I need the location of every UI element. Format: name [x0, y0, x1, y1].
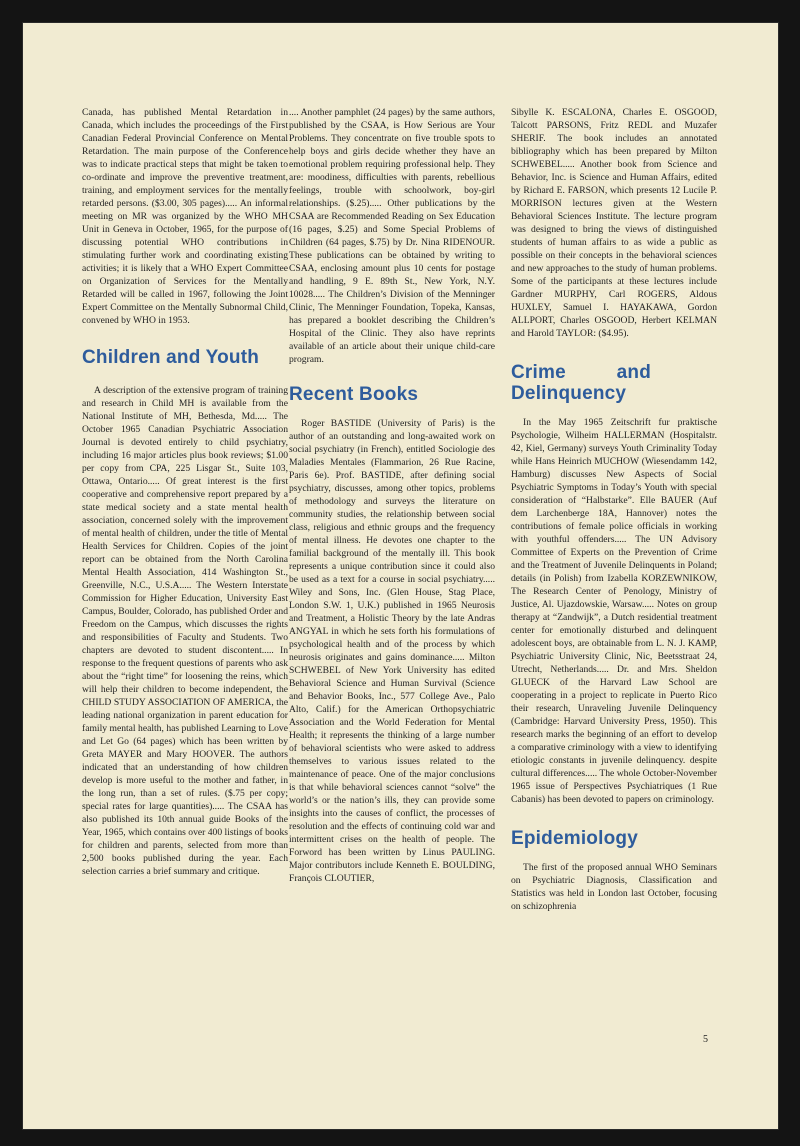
magazine-page	[22, 22, 779, 1130]
page-number: 5	[703, 1034, 708, 1045]
paragraph: Roger BASTIDE (University of Paris) is the author of an outstanding and long-awaited work on social psychiatry (in French), entitled Sociologie des Maladies Mentales (Flammarion, 26 Rue Racine, Paris 6e). Prof. BASTIDE, after defining social psychiatry, discusses, among other topics, problems of methodology and surveys the literature on community studies, the relationship between social class, religious and ethnic groups and the frequency of mental illness. He devotes one chapter to the familial background of the mentally ill. This book represents a unique contribution since it could also be used as a text for a course in social psychiatry..... Wiley and Sons, Inc. (Glen House, Stag Place, London S.W. 1, U.K.) published in 1965 Neurosis and Treatment, a Holistic Theory by the late Andras ANGYAL in which he sets forth his formulations of psychological health and of the process by which neurosis originates and gains dominance..... Milton SCHWEBEL of New York University has edited Behavioral Science and Human Survival (Science and Behavior Books, Inc., 577 College Ave., Palo Alto, Calif.) for the American Orthopsychiatric Association and the World Federation for Mental Health; it represents the thinking of a large number of behavioral scientists who were asked to address themselves to various issues related to the maintenance of peace. One of the major conclusions is that while behavioral sciences cannot “solve” the world’s or the nation’s ills, they can provide some insights into the causes of conflict, the processes of resolution and the effects of continuing cold war and intermittent crises on the health of people. The Forword has been written by Linus PAULING. Major contributors include Kenneth E. BOULDING, François CLOUTIER,	[289, 418, 495, 884]
column-2	[289, 106, 495, 885]
column-1	[82, 106, 288, 878]
section-heading-epidemiology: Epidemiology	[511, 828, 638, 849]
paragraph: .... Another pamphlet (24 pages) by the same authors, published by the CSAA, is How Serious are Your Problems. They concentrate on five trouble spots to help boys and girls decide whether they have an emotional problem requiring professional help. They are: moodiness, difficulties with parents, rebellious feelings, trouble with schoolwork, boy-girl relationships. ($.25)..... Other publications by the CSAA are Recommended Reading on Sex Education (16 pages, $.25) and Some Special Problems of Children (64 pages, $.75) by Dr. Nina RIDENOUR. These publications can be obtained by writing to CSAA, enclosing amount plus 10 cents for postage and handling, 9 E. 89th St., New York, N.Y. 10028..... The Children’s Division of the Menninger Clinic, The Menninger Foundation, Topeka, Kansas, has prepared a booklet describing the Children’s Hospital of the Clinic. They also have reprints available of an article about their unique child-care program.	[289, 107, 495, 365]
paragraph: A description of the extensive program of training and research in Child MH is available from the National Institute of MH, Bethesda, Md..... The October 1965 Canadian Psychiatric Association Journal is devoted entirely to child psychiatry, including 16 major articles plus book reviews; $1.00 per copy from CPA, 225 Lisgar St., Suite 103, Ottawa, Ontario..... Of great interest is the first cooperative and comprehensive report prepared by a state medical society and a state mental health association, concerned solely with the improvement of mental health of children, under the title of Mental Health Services for Children. Copies of the joint report can be obtained from the North Carolina Mental Health Association, 414 Washington St., Greenville, N.C., U.S.A..... The Western Interstate Commission for Higher Education, University East Campus, Boulder, Colorado, has published Order and Freedom on the Campus, which discusses the rights and responsibilities of Faculty and Students. Two chapters are devoted to student discontent..... In response to the frequent questions of parents who ask about the “right time” for loosening the reins, which will help their children to become independent, the CHILD STUDY ASSOCIATION OF AMERICA, the leading national organization in parent education for family mental health, has published Learning to Love and Let Go (64 pages) which has been written by Greta MAYER and Mary HOOVER. The authors indicated that an understanding of how children develop is more useful to the mother and father, in the long run, than a set of rules. ($.75 per copy; special rates for large quantities)..... The CSAA has also published its 10th annual guide Books of the Year, 1965, which contains over 400 listings of books for children and parents, selected from more than 2,500 books published during the year. Each selection carries a brief summary and critique.	[82, 385, 288, 877]
paragraph: Sibylle K. ESCALONA, Charles E. OSGOOD, Talcott PARSONS, Fritz REDL and Muzafer SHERIF. The book includes an annotated bibliography which has been prepared by Milton SCHWEBEL..... Another book from Science and Behavior, Inc. is Science and Human Affairs, edited by Richard E. FARSON, which presents 12 Lucile P. MORRISON lectures given at the Western Behavioral Sciences Institute. The lecture program was designed to bring the views of distinguished students of human affairs to as wide a public as possible on their concepts in the behavioral sciences and new approaches to the study of human problems. Some of the participants at these lectures include Gardner MURPHY, Carl ROGERS, Aldous HUXLEY, Samuel I. HAYAKAWA, Gordon ALLPORT, Charles OSGOOD, Herbert KELMAN and Harold TAYLOR: ($4.95).	[511, 107, 717, 339]
column-3	[511, 106, 717, 913]
section-heading-recent-books: Recent Books	[289, 384, 419, 405]
paragraph: Canada, has published Mental Retardation in Canada, which includes the proceedings of the First Canadian Federal Provincial Conference on Mental Retardation. The main purpose of the Conference was to indicate practical steps that might be taken to co-ordinate and improve the preventive treatment, training, and employment services for the mentally retarded persons. ($3.00, 305 pages)..... An informal meeting on MR was organized by the WHO MH Unit in Geneva in October, 1965, for the purpose of discussing potential WHO contributions in stimulating further work and coordinating existing activities; it is likely that a WHO Expert Committee on Organization of Services for the Mentally Retarded will be called in 1967, following the Joint Expert Committee on the Mentally Subnormal Child, convened by WHO in 1953.	[82, 107, 288, 326]
paragraph: In the May 1965 Zeitschrift fur praktische Psychologie, Wilheim HALLERMAN (Hospitalstr. 42, Kiel, Germany) surveys Youth Criminality Today while Hans Heinrich MUCHOW (Wiesendamm 142, Hamburg) discusses New Aspects of Social Psychiatric Symptoms in Today’s Youth with special consideration of “Halbstarke”. Elle BAUER (Auf dem Larchenberge 18A, Hannover) notes the contributions of female police officials in working with youthful offenders..... The UN Advisory Committee of Experts on the Prevention of Crime and the Treatment of Juvenile Delinquents in Poland; details (in Polish) from Izabella KORZEWNIKOW, The Research Center of Penology, Ministry of Justice, Al. Ujazdowskie, Warsaw..... Notes on group therapy at “Zandwijk”, a Dutch residential treatment center for emotionally disturbed and delinquent adolescent boys, are obtainable from L. N. J. KAMP, Psychiatric University Clinic, Nic, Beetsstraat 24, Utrecht, Netherlands..... Dr. and Mrs. Sheldon GLUECK of the Harvard Law School are cooperating in a project to replicate in Puerto Rico their research, Unraveling Juvenile Delinquency (Cambridge: Harvard University Press, 1950). This research marks the beginning of an effort to develop a comparative criminology with a view to identifying etiologic constants in juvenile delinquency. despite cultural differences..... The whole October-November 1965 issue of Perspectives Psychiatriques (1 Rue Cabanis) has been devoted to papers on criminology.	[511, 417, 717, 805]
section-heading-crime-delinquency: Crime and Delinquency	[511, 362, 651, 404]
paragraph: The first of the proposed annual WHO Seminars on Psychiatric Diagnosis, Classification and Statistics was held in London last October, focusing on schizophrenia	[511, 862, 717, 912]
section-heading-children-youth: Children and Youth	[82, 347, 260, 368]
